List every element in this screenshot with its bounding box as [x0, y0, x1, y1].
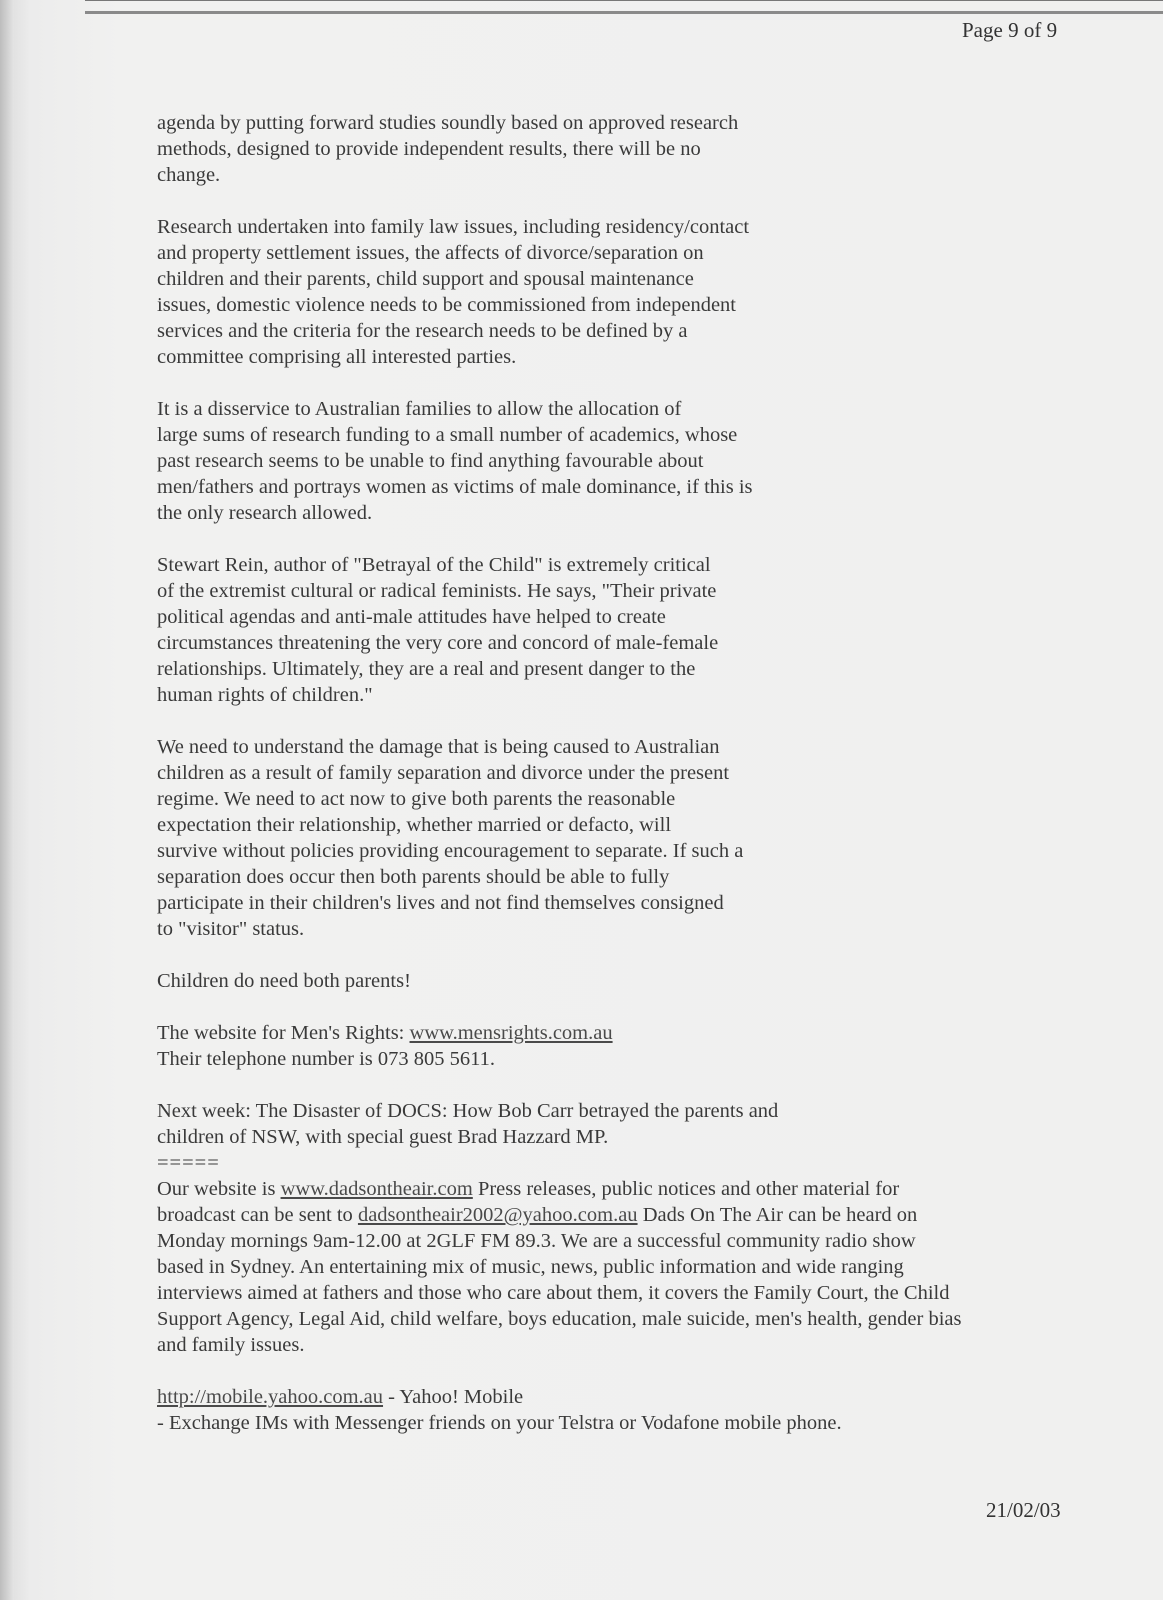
- blurb-text-1: Our website is: [157, 1178, 281, 1200]
- paragraph-research-issues: Research undertaken into family law issues, including residency/contact and property settlement issues, the affects of divorce/separation on children and their parents, child support and spousal maintenance issues, domestic violence needs to be commissioned from independent services and the criteria for the research needs to be defined by a committee comprising all interested parties.: [157, 216, 750, 368]
- paragraph-both-parents: Children do need both parents!: [157, 970, 411, 992]
- separator: =====: [157, 1152, 220, 1174]
- dads-on-the-air-blurb: [157, 1176, 1037, 1358]
- paragraph-damage: We need to understand the damage that is being caused to Australian children as a result of family separation and divorce under the present regime. We need to act now to give both parents the reasonable expectation their relationship, whether married or defacto, will survive without policies providing encouragement to separate. If such a separation does occur then both parents should be able to fully participate in their children's lives and not find themselves consigned to "visitor" status.: [157, 736, 744, 940]
- top-rule: [85, 0, 1163, 14]
- yahoo-mobile-footer: [157, 1384, 1037, 1436]
- mens-rights-link[interactable]: www.mensrights.com.au: [409, 1022, 613, 1044]
- yahoo-suffix: - Yahoo! Mobile: [383, 1386, 524, 1408]
- email-link[interactable]: dadsontheair2002@yahoo.com.au: [357, 1204, 638, 1226]
- paragraph-stewart-rein: Stewart Rein, author of "Betrayal of the Child" is extremely critical of the extremist cultural or radical feminists. He says, "Their private political agendas and anti-male attitudes have helped to create circumstances threatening the very core and concord of male-female relationships. Ultimately, they are a real and present danger to the human rights of children.": [157, 554, 719, 706]
- yahoo-line-2: - Exchange IMs with Messenger friends on your Telstra or Vodafone mobile phone.: [157, 1412, 842, 1434]
- website-prefix: The website for Men's Rights:: [157, 1022, 410, 1044]
- dadsontheair-link[interactable]: www.dadsontheair.com: [280, 1178, 473, 1200]
- paragraph-research-methods: agenda by putting forward studies soundly based on approved research methods, designed to provide independent results, there will be no change.: [157, 112, 739, 186]
- document-body: [157, 110, 1007, 1436]
- print-date: 21/02/03: [986, 1498, 1061, 1522]
- scan-edge-shadow: [0, 0, 14, 1600]
- page-number: Page 9 of 9: [962, 18, 1058, 42]
- mens-rights-contact: [157, 1020, 1007, 1072]
- telephone-line: Their telephone number is 073 805 5611.: [157, 1048, 495, 1070]
- blurb-text-2: Press releases, public notices and other material for broadcast can be sent to: [157, 1178, 900, 1226]
- paragraph-disservice: It is a disservice to Australian families to allow the allocation of large sums of research funding to a small number of academics, whose past research seems to be unable to find anything favourable about men/fathers and portrays women as victims of male dominance, if this is the only research allowed.: [157, 398, 753, 524]
- blurb-text-3: Dads On The Air can be heard on Monday mornings 9am-12.00 at 2GLF FM 89.3. We are a successful community radio show based in Sydney. An entertaining mix of music, news, public information and wide ranging interviews aimed at fathers and those who care about them, it covers the Family Court, the Child Support Agency, Legal Aid, child welfare, boys education, male suicide, men's health, gender bias and family issues.: [157, 1204, 962, 1356]
- yahoo-mobile-link[interactable]: http://mobile.yahoo.com.au: [157, 1386, 384, 1408]
- next-week-notice: Next week: The Disaster of DOCS: How Bob Carr betrayed the parents and children of NSW, with special guest Brad Hazzard MP.: [157, 1100, 779, 1148]
